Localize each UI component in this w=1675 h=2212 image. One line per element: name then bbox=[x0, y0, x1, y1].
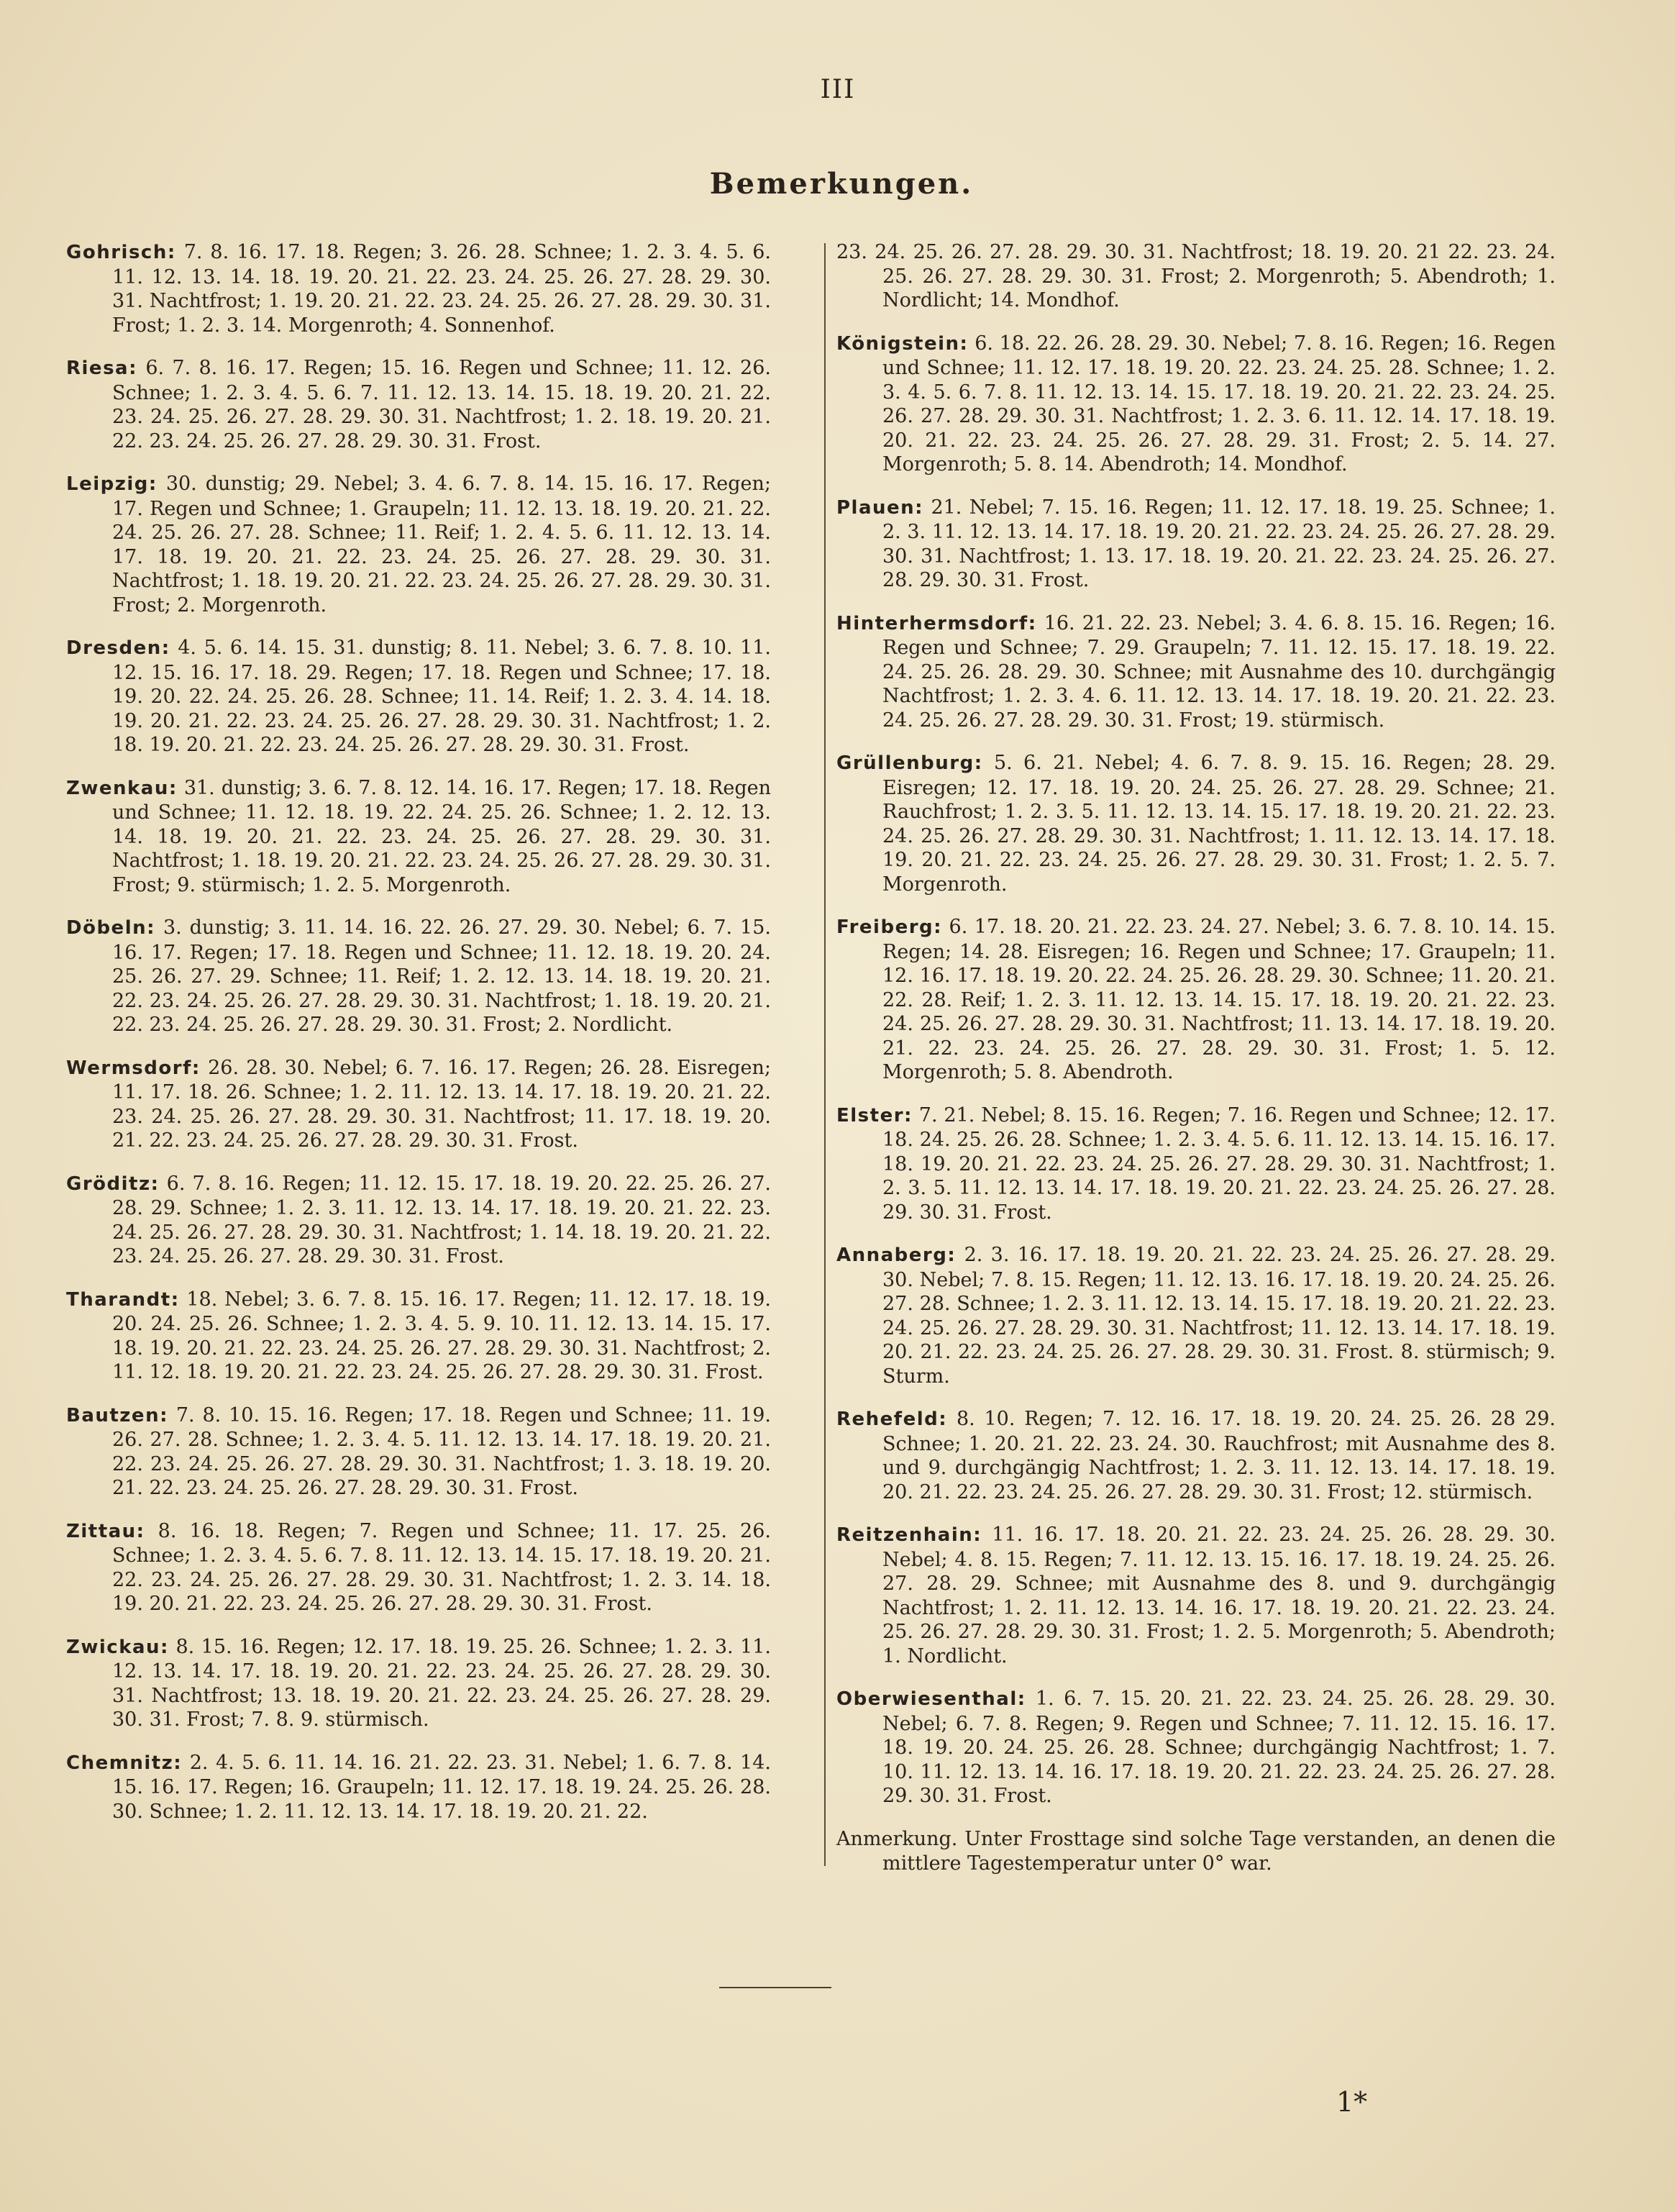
station-name: Oberwiesenthal: bbox=[836, 1688, 1026, 1710]
station-remarks: 6. 17. 18. 20. 21. 22. 23. 24. 27. Nebel; 3. 6. 7. 8. 10. 14. 15. Regen; 14. 28. Eisregen; 16. Regen und Schnee; 17. Graupeln; 11. 12. 16. 17. 18. 19. 20. 22. 24. 25. 26. 28. 29. 30. Schnee; 11. 20. 21. 22. 28. Reif; 1. 2. 3. 11. 12. 13. 14. 15. 17. 18. 19. 20. 21. 22. 23. 24. 25. 26. 27. 28. 29. 30. 31. Nachtfrost; 11. 13. 14. 17. 18. 19. 20. 21. 22. 23. 24. 25. 26. 27. 28. 29. 30. 31. Frost; 1. 5. 12. Morgenroth; 5. 8. Abendroth. bbox=[882, 916, 1556, 1083]
station-remarks: 16. 21. 22. 23. Nebel; 3. 4. 6. 8. 15. 16. Regen; 16. Regen und Schnee; 7. 29. Graupeln; 7. 11. 12. 15. 17. 18. 19. 22. 24. 25. 26. 28. 29. 30. Schnee; mit Ausnahme des 10. durchgängig Nachtfrost; 1. 2. 3. 4. 6. 11. 12. 13. 14. 17. 18. 19. 20. 21. 22. 23. 24. 25. 26. 27. 28. 29. 30. 31. Frost; 19. stürmisch. bbox=[882, 611, 1556, 732]
station-remarks: 7. 8. 16. 17. 18. Regen; 3. 26. 28. Schnee; 1. 2. 3. 4. 5. 6. 11. 12. 13. 14. 18. 19. 20. 21. 22. 23. 24. 25. 26. 27. 28. 29. 30. 31. Nachtfrost; 1. 19. 20. 21. 22. 23. 24. 25. 26. 27. 28. 29. 30. 31. Frost; 1. 2. 3. 14. Morgenroth; 4. Sonnenhof. bbox=[112, 241, 771, 337]
station-remarks: 26. 28. 30. Nebel; 6. 7. 16. 17. Regen; 26. 28. Eisregen; 11. 17. 18. 26. Schnee; 1. 2. 11. 12. 13. 14. 17. 18. 19. 20. 21. 22. 23. 24. 25. 26. 27. 28. 29. 30. 31. Nachtfrost; 11. 17. 18. 19. 20. 21. 22. 23. 24. 25. 26. 27. 28. 29. 30. 31. Frost. bbox=[112, 1056, 771, 1152]
station-remarks: 30. dunstig; 29. Nebel; 3. 4. 6. 7. 8. 14. 15. 16. 17. Regen; 17. Regen und Schnee; 1. Graupeln; 11. 12. 13. 18. 19. 20. 21. 22. 24. 25. 26. 27. 28. Schnee; 11. Reif; 1. 2. 4. 5. 6. 11. 12. 13. 14. 17. 18. 19. 20. 21. 22. 23. 24. 25. 26. 27. 28. 29. 30. 31. Nachtfrost; 1. 18. 19. 20. 21. 22. 23. 24. 25. 26. 27. 28. 29. 30. 31. Frost; 2. Morgenroth. bbox=[112, 473, 771, 616]
station-remarks: 1. 6. 7. 15. 20. 21. 22. 23. 24. 25. 26. 28. 29. 30. Nebel; 6. 7. 8. Regen; 9. Regen und Schnee; 7. 11. 12. 15. 16. 17. 18. 19. 20. 24. 25. 26. 28. Schnee; durchgängig Nachtfrost; 1. 7. 10. 11. 12. 13. 14. 16. 17. 18. 19. 20. 21. 22. 23. 24. 25. 26. 27. 28. 29. 30. 31. Frost. bbox=[882, 1688, 1556, 1807]
station-entry bbox=[836, 915, 1556, 1085]
station-entry bbox=[66, 1635, 771, 1732]
station-remarks: 7. 21. Nebel; 8. 15. 16. Regen; 7. 16. Regen und Schnee; 12. 17. 18. 24. 25. 26. 28. Schnee; 1. 2. 3. 4. 5. 6. 11. 12. 13. 14. 15. 16. 17. 18. 19. 20. 21. 22. 23. 24. 25. 26. 27. 28. 29. 30. 31. Nachtfrost; 1. 2. 3. 5. 11. 12. 13. 14. 17. 18. 19. 20. 21. 22. 23. 24. 25. 26. 27. 28. 29. 30. 31. Frost. bbox=[882, 1103, 1556, 1224]
station-entry bbox=[66, 776, 771, 898]
station-entry bbox=[66, 1519, 771, 1616]
column-divider bbox=[824, 243, 826, 1866]
station-remarks: 6. 7. 8. 16. 17. Regen; 15. 16. Regen und Schnee; 11. 12. 26. Schnee; 1. 2. 3. 4. 5. 6. 7. 11. 12. 13. 14. 15. 18. 19. 20. 21. 22. 23. 24. 25. 26. 27. 28. 29. 30. 31. Nachtfrost; 1. 2. 18. 19. 20. 21. 22. 23. 24. 25. 26. 27. 28. 29. 30. 31. Frost. bbox=[112, 357, 771, 452]
station-name: Leipzig: bbox=[66, 473, 158, 495]
page-number: III bbox=[820, 75, 856, 104]
station-name: Zittau: bbox=[66, 1520, 145, 1542]
station-name: Annaberg: bbox=[836, 1244, 957, 1266]
station-name: Elster: bbox=[836, 1104, 913, 1127]
station-name: Reitzenhain: bbox=[836, 1524, 982, 1546]
station-entry bbox=[836, 332, 1556, 477]
station-name: Hinterhermsdorf: bbox=[836, 612, 1037, 634]
station-entry bbox=[66, 356, 771, 453]
station-remarks: 8. 15. 16. Regen; 12. 17. 18. 19. 25. 26. Schnee; 1. 2. 3. 11. 12. 13. 14. 17. 18. 19. 20. 21. 22. 23. 24. 25. 26. 27. 28. 29. 30. 31. Nachtfrost; 13. 18. 19. 20. 21. 22. 23. 24. 25. 26. 27. 28. 29. 30. 31. Frost; 7. 8. 9. stürmisch. bbox=[112, 1635, 772, 1731]
station-remarks: 31. dunstig; 3. 6. 7. 8. 12. 14. 16. 17. Regen; 17. 18. Regen und Schnee; 11. 12. 18. 19. 22. 24. 25. 26. Schnee; 1. 2. 12. 13. 14. 18. 19. 20. 21. 22. 23. 24. 25. 26. 27. 28. 29. 30. 31. Nachtfrost; 1. 18. 19. 20. 21. 22. 23. 24. 25. 26. 27. 28. 29. 30. 31. Frost; 9. stürmisch; 1. 2. 5. Morgenroth. bbox=[112, 776, 771, 896]
station-remarks: 6. 18. 22. 26. 28. 29. 30. Nebel; 7. 8. 16. Regen; 16. Regen und Schnee; 11. 12. 17. 18. 19. 20. 22. 23. 24. 25. 28. Schnee; 1. 2. 3. 4. 5. 6. 7. 8. 11. 12. 13. 14. 15. 17. 18. 19. 20. 21. 22. 23. 24. 25. 26. 27. 28. 29. 30. 31. Nachtfrost; 1. 2. 3. 6. 11. 12. 14. 17. 18. 19. 20. 21. 22. 23. 24. 25. 26. 27. 28. 29. 31. Frost; 2. 5. 14. 27. Morgenroth; 5. 8. 14. Abendroth; 14. Mondhof. bbox=[882, 332, 1556, 475]
station-entry bbox=[836, 240, 1556, 313]
station-name: Gröditz: bbox=[66, 1173, 160, 1195]
station-entry bbox=[836, 496, 1556, 593]
station-name: Zwickau: bbox=[66, 1636, 169, 1658]
station-remarks: 11. 16. 17. 18. 20. 21. 22. 23. 24. 25. 26. 28. 29. 30. Nebel; 4. 8. 15. Regen; 7. 11. 12. 13. 15. 16. 17. 18. 19. 24. 25. 26. 27. 28. 29. Schnee; mit Ausnahme des 8. und 9. durchgängig Nachtfrost; 1. 2. 11. 12. 13. 14. 16. 17. 18. 19. 20. 21. 22. 23. 24. 25. 26. 27. 28. 29. 30. 31. Frost; 1. 2. 5. Morgenroth; 5. Abendroth; 1. Nordlicht. bbox=[882, 1524, 1556, 1667]
station-remarks: 4. 5. 6. 14. 15. 31. dunstig; 8. 11. Nebel; 3. 6. 7. 8. 10. 11. 12. 15. 16. 17. 18. 29. Regen; 17. 18. Regen und Schnee; 17. 18. 19. 20. 22. 24. 25. 26. 28. Schnee; 11. 14. Reif; 1. 2. 3. 4. 14. 18. 19. 20. 21. 22. 23. 24. 25. 26. 27. 28. 29. 30. 31. Nachtfrost; 1. 2. 18. 19. 20. 21. 22. 23. 24. 25. 26. 27. 28. 29. 30. 31. Frost. bbox=[112, 637, 771, 756]
station-entry bbox=[836, 1407, 1556, 1504]
station-entry bbox=[66, 1172, 771, 1269]
page-title: Bemerkungen. bbox=[709, 167, 974, 201]
station-remarks: 3. dunstig; 3. 11. 14. 16. 22. 26. 27. 29. 30. Nebel; 6. 7. 15. 16. 17. Regen; 17. 18. Regen und Schnee; 11. 12. 18. 19. 20. 24. 25. 26. 27. 29. Schnee; 11. Reif; 1. 2. 12. 13. 14. 18. 19. 20. 21. 22. 23. 24. 25. 26. 27. 28. 29. 30. 31. Nachtfrost; 1. 18. 19. 20. 21. 22. 23. 24. 25. 26. 27. 28. 29. 30. 31. Frost; 2. Nordlicht. bbox=[112, 916, 772, 1036]
station-entry bbox=[836, 1523, 1556, 1668]
station-entry bbox=[836, 1243, 1556, 1388]
bottom-rule bbox=[719, 1987, 831, 1988]
station-name: Bautzen: bbox=[66, 1404, 168, 1426]
station-remarks: 21. Nebel; 7. 15. 16. Regen; 11. 12. 17. 18. 19. 25. Schnee; 1. 2. 3. 11. 12. 13. 14. 17. 18. 19. 20. 21. 22. 23. 24. 25. 26. 27. 28. 29. 30. 31. Nachtfrost; 1. 13. 17. 18. 19. 20. 21. 22. 23. 24. 25. 26. 27. 28. 29. 30. 31. Frost. bbox=[882, 496, 1556, 591]
station-name: Grüllenburg: bbox=[836, 752, 983, 774]
station-remarks: 8. 10. Regen; 7. 12. 16. 17. 18. 19. 20. 24. 25. 26. 28 29. Schnee; 1. 20. 21. 22. 23. 24. 30. Rauchfrost; mit Ausnahme des 8. und 9. durchgängig Nachtfrost; 1. 2. 3. 11. 12. 13. 14. 17. 18. 19. 20. 21. 22. 23. 24. 25. 26. 27. 28. 29. 30. 31. Frost; 12. stürmisch. bbox=[882, 1408, 1556, 1503]
station-remarks: 5. 6. 21. Nebel; 4. 6. 7. 8. 9. 15. 16. Regen; 28. 29. Eisregen; 12. 17. 18. 19. 20. 24. 25. 26. 27. 28. 29. Schnee; 21. Rauchfrost; 1. 2. 3. 5. 11. 12. 13. 14. 15. 17. 18. 19. 20. 21. 22. 23. 24. 25. 26. 27. 28. 29. 30. 31. Nachtfrost; 1. 11. 12. 13. 14. 17. 18. 19. 20. 21. 22. 23. 24. 25. 26. 27. 28. 29. 30. 31. Frost; 1. 2. 5. 7. Morgenroth. bbox=[882, 752, 1556, 896]
station-entry bbox=[66, 1056, 771, 1153]
footnote bbox=[836, 1827, 1556, 1876]
station-name: Dresden: bbox=[66, 637, 170, 659]
station-remarks: 23. 24. 25. 26. 27. 28. 29. 30. 31. Nachtfrost; 18. 19. 20. 21 22. 23. 24. 25. 26. 27. 28. 29. 30. 31. Frost; 2. Morgenroth; 5. Abendroth; 1. Nordlicht; 14. Mondhof. bbox=[836, 241, 1556, 311]
station-name: Wermsdorf: bbox=[66, 1057, 201, 1079]
station-name: Plauen: bbox=[836, 496, 924, 519]
station-entry bbox=[66, 472, 771, 617]
station-name: Chemnitz: bbox=[66, 1752, 183, 1774]
footnote-label: Anmerkung. bbox=[836, 1827, 958, 1850]
station-name: Zwenkau: bbox=[66, 777, 178, 799]
station-entry bbox=[836, 751, 1556, 896]
station-name: Freiberg: bbox=[836, 916, 943, 938]
station-remarks: 8. 16. 18. Regen; 7. Regen und Schnee; 11. 17. 25. 26. Schnee; 1. 2. 3. 4. 5. 6. 7. 8. 11. 12. 13. 14. 15. 17. 18. 19. 20. 21. 22. 23. 24. 25. 26. 27. 28. 29. 30. 31. Nachtfrost; 1. 2. 3. 14. 18. 19. 20. 21. 22. 23. 24. 25. 26. 27. 28. 29. 30. 31. Frost. bbox=[112, 1519, 771, 1615]
station-entry bbox=[66, 636, 771, 757]
station-entry bbox=[66, 1403, 771, 1501]
station-entry bbox=[66, 240, 771, 337]
station-name: Döbeln: bbox=[66, 917, 156, 939]
right-column bbox=[836, 240, 1556, 1876]
station-entry bbox=[66, 916, 771, 1037]
station-remarks: 2. 3. 16. 17. 18. 19. 20. 21. 22. 23. 24. 25. 26. 27. 28. 29. 30. Nebel; 7. 8. 15. Regen; 11. 12. 13. 16. 17. 18. 19. 20. 24. 25. 26. 27. 28. Schnee; 1. 2. 3. 11. 12. 13. 14. 15. 17. 18. 19. 20. 21. 22. 23. 24. 25. 26. 27. 28. 29. 30. 31. Nachtfrost; 11. 12. 13. 14. 17. 18. 19. 20. 21. 22. 23. 24. 25. 26. 27. 28. 29. 30. 31. Frost. 8. stürmisch; 9. Sturm. bbox=[882, 1244, 1556, 1388]
station-entry bbox=[66, 1288, 771, 1385]
station-remarks: 18. Nebel; 3. 6. 7. 8. 15. 16. 17. Regen; 11. 12. 17. 18. 19. 20. 24. 25. 26. Schnee; 1. 2. 3. 4. 5. 9. 10. 11. 12. 13. 14. 15. 17. 18. 19. 20. 21. 22. 23. 24. 25. 26. 27. 28. 29. 30. 31. Nachtfrost; 2. 11. 12. 18. 19. 20. 21. 22. 23. 24. 25. 26. 27. 28. 29. 30. 31. Frost. bbox=[112, 1288, 771, 1383]
station-entry bbox=[66, 1751, 771, 1824]
station-entry bbox=[836, 1687, 1556, 1808]
signature-mark: 1* bbox=[1336, 2086, 1368, 2118]
station-remarks: 6. 7. 8. 16. Regen; 11. 12. 15. 17. 18. 19. 20. 22. 25. 26. 27. 28. 29. Schnee; 1. 2. 3. 11. 12. 13. 14. 17. 18. 19. 20. 21. 22. 23. 24. 25. 26. 27. 28. 29. 30. 31. Nachtfrost; 1. 14. 18. 19. 20. 21. 22. 23. 24. 25. 26. 27. 28. 29. 30. 31. Frost. bbox=[112, 1172, 771, 1267]
station-remarks: 2. 4. 5. 6. 11. 14. 16. 21. 22. 23. 31. Nebel; 1. 6. 7. 8. 14. 15. 16. 17. Regen; 16. Graupeln; 11. 12. 17. 18. 19. 24. 25. 26. 28. 30. Schnee; 1. 2. 11. 12. 13. 14. 17. 18. 19. 20. 21. 22. bbox=[112, 1751, 771, 1823]
station-entry bbox=[836, 1103, 1556, 1225]
right-entries bbox=[836, 240, 1556, 1808]
station-name: Gohrisch: bbox=[66, 242, 176, 263]
station-name: Riesa: bbox=[66, 358, 137, 379]
station-remarks: 7. 8. 10. 15. 16. Regen; 17. 18. Regen und Schnee; 11. 19. 26. 27. 28. Schnee; 1. 2. 3. 4. 5. 11. 12. 13. 14. 17. 18. 19. 20. 21. 22. 23. 24. 25. 26. 27. 28. 29. 30. 31. Nachtfrost; 1. 3. 18. 19. 20. 21. 22. 23. 24. 25. 26. 27. 28. 29. 30. 31. Frost. bbox=[112, 1403, 771, 1499]
station-name: Königstein: bbox=[836, 332, 969, 355]
station-name: Tharandt: bbox=[66, 1288, 180, 1311]
footnote-text: Unter Frosttage sind solche Tage verstanden, an denen die mittlere Tagestemperatur unter 0° war. bbox=[882, 1827, 1556, 1875]
station-name: Rehefeld: bbox=[836, 1408, 948, 1430]
station-entry bbox=[836, 611, 1556, 733]
left-column bbox=[66, 240, 771, 1842]
